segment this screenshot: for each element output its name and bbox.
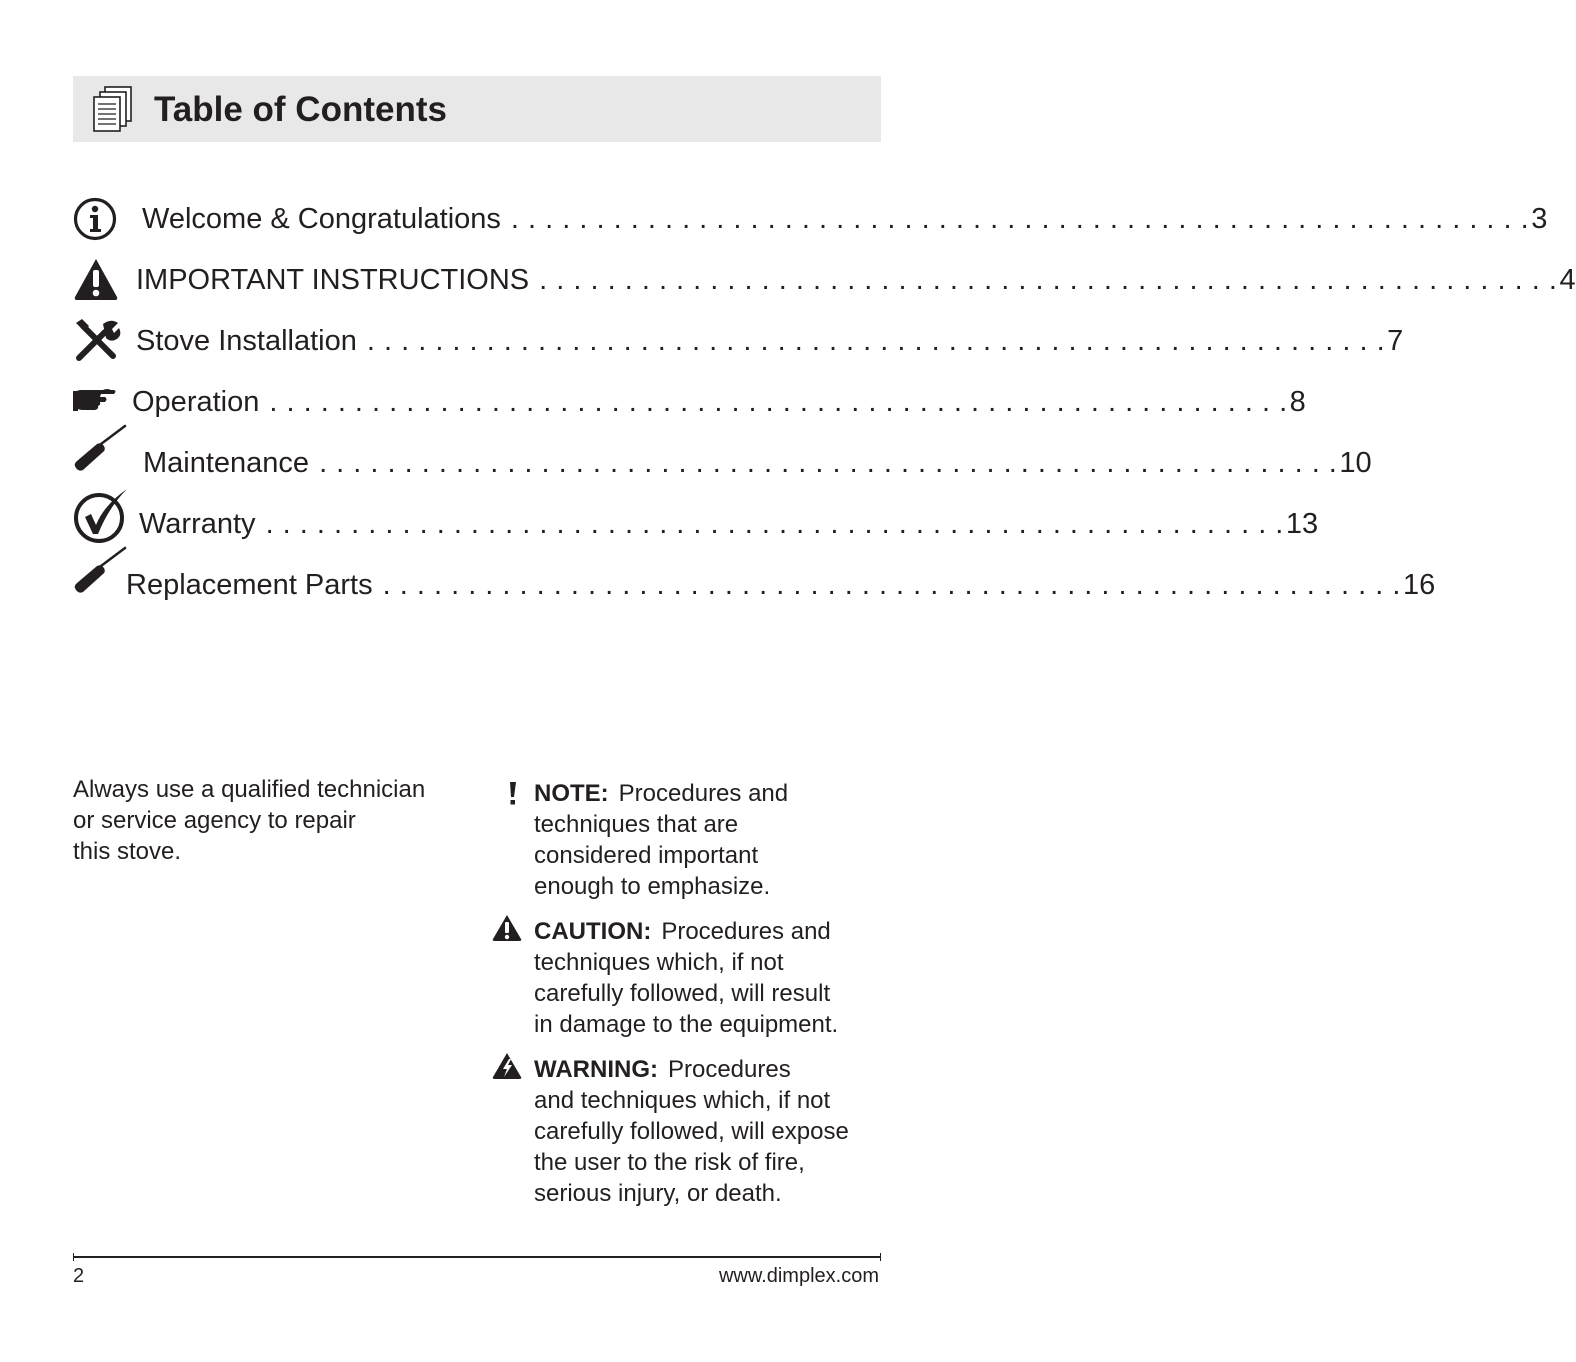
technician-note-line: Always use a qualified technician bbox=[73, 776, 426, 803]
toc-line bbox=[142, 201, 1548, 237]
legend-text: the user to the risk of fire, bbox=[534, 1149, 805, 1176]
legend-text: serious injury, or death. bbox=[534, 1180, 782, 1207]
technician-note-line: or service agency to repair bbox=[73, 807, 356, 834]
toc-entry-stove-installation[interactable] bbox=[73, 310, 1404, 371]
legend-text: Procedures and bbox=[661, 918, 831, 945]
toc-title: Welcome & Congratulations bbox=[142, 203, 501, 235]
screwdriver-icon bbox=[73, 546, 127, 598]
legend-text: carefully followed, will result bbox=[534, 980, 831, 1007]
footer-rule bbox=[73, 1256, 881, 1258]
footer-page-number: 2 bbox=[73, 1265, 85, 1287]
toc-title: Stove Installation bbox=[136, 325, 357, 357]
page-title: Table of Contents bbox=[154, 90, 447, 129]
toc-entry-important-instructions[interactable] bbox=[73, 249, 1576, 310]
info-icon bbox=[73, 196, 127, 242]
toc-entry-replacement-parts[interactable] bbox=[73, 554, 1436, 615]
toc-leader-dots: . . . . . . . . . . . . . . . . . . . . . . . . . . . . . . . . . . . . . . . . . . . . . . . . . . . . . . . . . . . . bbox=[319, 447, 1338, 479]
toc-page-number: 3 bbox=[1531, 203, 1548, 235]
toc-leader-dots: . . . . . . . . . . . . . . . . . . . . . . . . . . . . . . . . . . . . . . . . . . . . . . . . . . . . . . . . . . . . bbox=[265, 508, 1284, 540]
toc-page-number: 8 bbox=[1289, 386, 1306, 418]
toc-page-number: 16 bbox=[1402, 569, 1436, 601]
exclamation-icon bbox=[492, 780, 522, 808]
toc-line bbox=[132, 384, 1306, 420]
toc-leader-dots: . . . . . . . . . . . . . . . . . . . . . . . . . . . . . . . . . . . . . . . . . . . . . . . . . . . . . . . . . . . . bbox=[366, 325, 1386, 357]
technician-note-line: this stove. bbox=[73, 838, 182, 865]
pointing-hand-icon bbox=[73, 379, 127, 425]
legend-text: Procedures bbox=[667, 1056, 791, 1083]
toc-line bbox=[136, 262, 1576, 298]
legend-label: NOTE: bbox=[534, 780, 609, 807]
toc-page-number: 10 bbox=[1339, 447, 1372, 479]
toc-entry-maintenance[interactable] bbox=[73, 432, 1372, 493]
toc-line bbox=[126, 567, 1436, 603]
toc-leader-dots: . . . . . . . . . . . . . . . . . . . . . . . . . . . . . . . . . . . . . . . . . . . . . . . . . . . . . . . . . . . . bbox=[382, 569, 1401, 601]
toc-entry-welcome[interactable] bbox=[73, 188, 1548, 249]
toc-leader-dots: . . . . . . . . . . . . . . . . . . . . . . . . . . . . . . . . . . . . . . . . . . . . . . . . . . . . . . . . . . . . bbox=[510, 203, 1530, 235]
caution-triangle-icon bbox=[492, 914, 522, 942]
table-of-contents bbox=[73, 188, 1576, 615]
toc-leader-dots: . . . . . . . . . . . . . . . . . . . . . . . . . . . . . . . . . . . . . . . . . . . . . . . . . . . . . . . . . . . . bbox=[269, 386, 1288, 418]
symbol-legend bbox=[490, 778, 890, 1223]
toc-title: IMPORTANT INSTRUCTIONS bbox=[136, 264, 530, 296]
checkmark-circle-icon bbox=[73, 487, 127, 543]
technician-note bbox=[73, 774, 473, 867]
warning-triangle-icon bbox=[73, 257, 127, 303]
toc-title: Maintenance bbox=[143, 447, 310, 479]
toc-line bbox=[143, 445, 1372, 481]
tools-icon bbox=[73, 318, 127, 364]
legend-label: WARNING: bbox=[534, 1056, 658, 1083]
legend-text: carefully followed, will expose bbox=[534, 1118, 849, 1145]
legend-label: CAUTION: bbox=[534, 918, 652, 945]
header-bar bbox=[73, 76, 881, 142]
legend-caution bbox=[490, 916, 890, 1040]
toc-line bbox=[136, 323, 1404, 359]
legend-text: techniques that are bbox=[534, 811, 739, 838]
footer-website-link[interactable]: www.dimplex.com bbox=[718, 1265, 879, 1287]
toc-entry-warranty[interactable] bbox=[73, 493, 1319, 554]
toc-page-number: 7 bbox=[1387, 325, 1404, 357]
toc-title: Replacement Parts bbox=[126, 569, 373, 601]
legend-text: considered important bbox=[534, 842, 759, 869]
toc-page-number: 4 bbox=[1559, 264, 1576, 296]
legend-text: and techniques which, if not bbox=[534, 1087, 831, 1114]
toc-entry-operation[interactable] bbox=[73, 371, 1306, 432]
legend-text: techniques which, if not bbox=[534, 949, 784, 976]
legend-text: in damage to the equipment. bbox=[534, 1011, 839, 1038]
document-stack-icon bbox=[91, 85, 135, 135]
toc-line bbox=[139, 506, 1319, 542]
toc-title: Warranty bbox=[139, 508, 256, 540]
toc-title: Operation bbox=[132, 386, 260, 418]
legend-warning bbox=[490, 1054, 890, 1209]
legend-text: Procedures and bbox=[618, 780, 789, 807]
screwdriver-icon bbox=[73, 424, 127, 476]
legend-text: enough to emphasize. bbox=[534, 873, 771, 900]
legend-note bbox=[490, 778, 890, 902]
toc-leader-dots: . . . . . . . . . . . . . . . . . . . . . . . . . . . . . . . . . . . . . . . . . . . . . . . . . . . . . . . . . . . . bbox=[539, 264, 1558, 296]
electrical-warning-icon bbox=[492, 1052, 522, 1080]
toc-page-number: 13 bbox=[1285, 508, 1319, 540]
